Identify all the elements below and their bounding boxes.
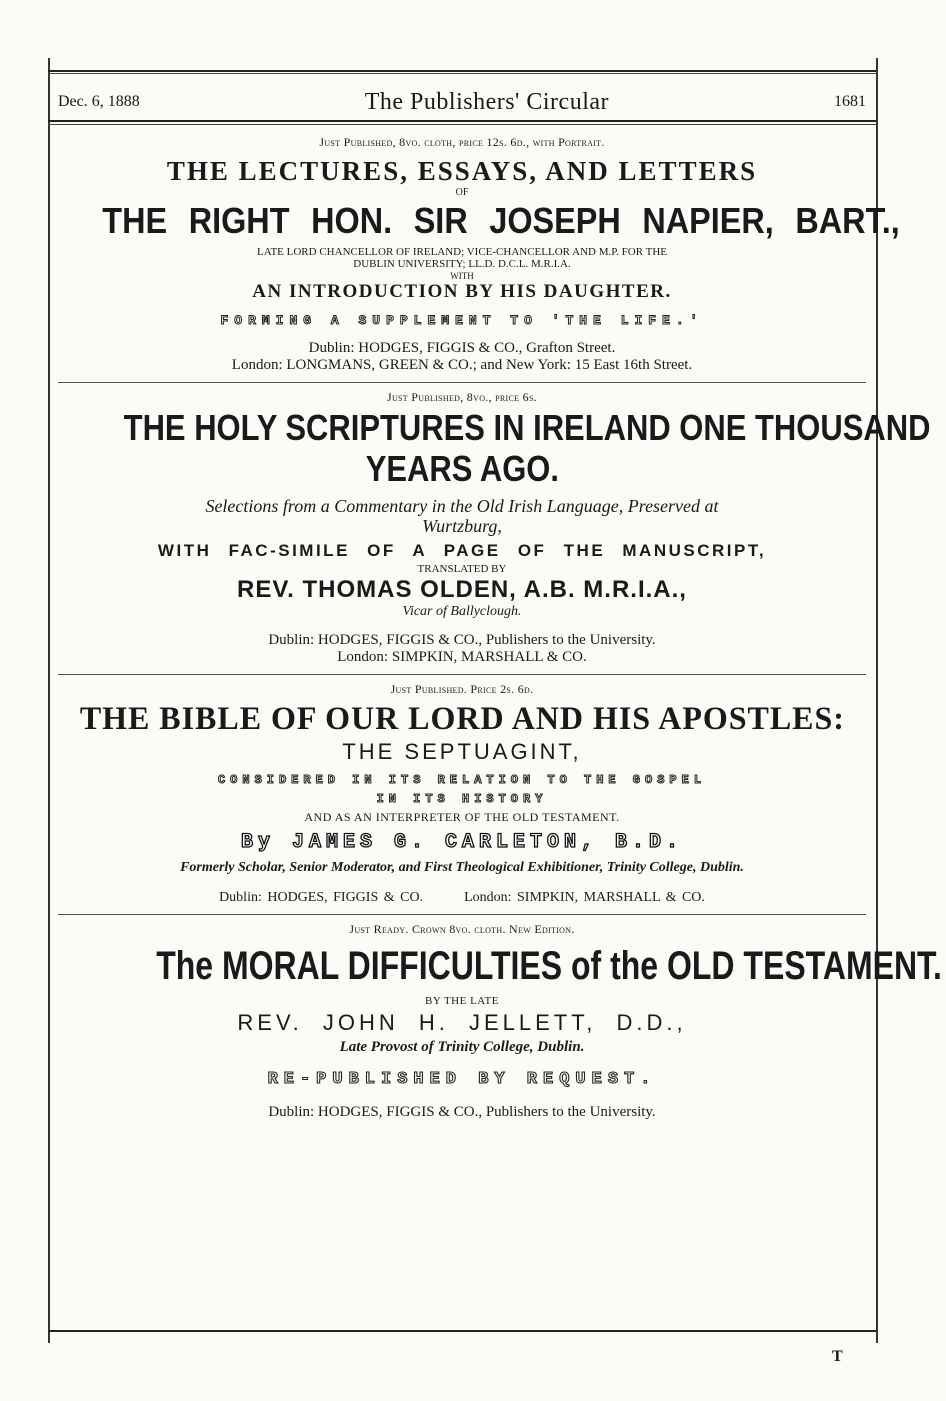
header-rule-thin (48, 124, 876, 125)
ad3-author: By JAMES G. CARLETON, B.D. (240, 830, 684, 854)
ad1-credentials-line2: DUBLIN UNIVERSITY; LL.D. D.C.L. M.R.I.A. (353, 258, 571, 271)
ad3-notice: Just Published. Price 2s. 6d. (390, 682, 534, 697)
ad2-title-line2: YEARS AGO. (365, 448, 559, 490)
ad2-title-line1: THE HOLY SCRIPTURES IN IRELAND ONE THOUSAND (123, 406, 931, 448)
page-header (58, 88, 866, 116)
ad2-author: REV. THOMAS OLDEN, A.B. M.R.I.A., (237, 576, 687, 604)
ad1-publisher-line1: Dublin: HODGES, FIGGIS & CO., Grafton Street. (308, 339, 616, 356)
ad2-publisher-line2: London: SIMPKIN, MARSHALL & CO. (337, 649, 587, 666)
ad1-notice: Just Published, 8vo. cloth, price 12s. 6d., with Portrait. (319, 135, 605, 149)
ad2-notice: Just Published, 8vo., price 6s. (387, 390, 537, 405)
ad4-title: The MORAL DIFFICULTIES of the OLD TESTAMENT. (156, 943, 942, 988)
ad2-facsimile: WITH FAC-SIMILE OF A PAGE OF THE MANUSCRIPT, (157, 541, 767, 561)
ad4-republished: RE-PUBLISHED BY REQUEST. (267, 1070, 657, 1090)
ad2-subtitle-line2: Wurtzburg, (422, 516, 502, 537)
ad3-interpreter: AND AS AN INTERPRETER OF THE OLD TESTAMENT. (304, 810, 620, 825)
ad1-intro: AN INTRODUCTION BY HIS DAUGHTER. (252, 281, 672, 303)
separator (58, 914, 866, 915)
ad-holy-scriptures (58, 390, 931, 666)
ad4-publisher: Dublin: HODGES, FIGGIS & CO., Publishers to the University. (268, 1103, 656, 1120)
header-page-number: 1681 (833, 93, 866, 110)
top-rule (48, 70, 876, 72)
advertisements (58, 135, 942, 1121)
ad1-supplement: FORMING A SUPPLEMENT TO 'THE LIFE.' (220, 313, 704, 329)
header-date: Dec. 6, 1888 (58, 93, 140, 110)
ad4-author-role: Late Provost of Trinity College, Dublin. (339, 1038, 585, 1055)
signature-mark: T (832, 1348, 843, 1365)
header-rule (48, 120, 876, 122)
ad2-author-role: Vicar of Ballyclough. (402, 603, 522, 619)
top-rule-thin (48, 73, 876, 74)
ad4-author: REV. JOHN H. JELLETT, D.D., (237, 1009, 687, 1035)
ad3-title-line1: THE BIBLE OF OUR LORD AND HIS APOSTLES: (79, 701, 845, 738)
ad1-of: OF (455, 186, 469, 198)
ad4-by-the-late: BY THE LATE (425, 994, 499, 1007)
ad2-translated: TRANSLATED BY (417, 563, 507, 576)
ad2-subtitle-line1: Selections from a Commentary in the Old Irish Language, Preserved at (205, 495, 719, 516)
ad3-considered-line1: CONSIDERED IN ITS RELATION TO THE GOSPEL (217, 773, 707, 788)
ad4-notice: Just Ready. Crown 8vo. cloth. New Edition. (349, 922, 575, 937)
ad3-author-credentials: Formerly Scholar, Senior Moderator, and First Theological Exhibitioner, Trinity College, Dublin. (180, 859, 744, 875)
header-title: The Publishers' Circular (364, 88, 610, 115)
ad3-publisher-london: London: SIMPKIN, MARSHALL & CO. (464, 890, 705, 906)
ad3-considered-line2: IN ITS HISTORY (376, 791, 548, 806)
ad1-publisher-line2: London: LONGMANS, GREEN & CO.; and New York: 15 East 16th Street. (231, 356, 693, 373)
ad-moral-difficulties (58, 922, 942, 1121)
ad3-title-line2: THE SEPTUAGINT, (342, 739, 582, 764)
ad-bible-of-our-lord (58, 683, 866, 906)
ad-napier (58, 135, 900, 374)
ad2-publisher-line1: Dublin: HODGES, FIGGIS & CO., Publishers to the University. (268, 631, 656, 648)
separator (58, 674, 866, 675)
bottom-rule (48, 1330, 876, 1332)
ad1-title-line2: THE RIGHT HON. SIR JOSEPH NAPIER, BART., (102, 200, 900, 242)
separator (58, 382, 866, 383)
ad1-title-line1: THE LECTURES, ESSAYS, AND LETTERS (166, 155, 758, 186)
ad1-with: WITH (450, 271, 474, 282)
ad1-credentials-line1: LATE LORD CHANCELLOR OF IRELAND; VICE-CHANCELLOR AND M.P. FOR THE (257, 245, 667, 258)
ad3-publisher-dublin: Dublin: HODGES, FIGGIS & CO. (219, 890, 424, 906)
